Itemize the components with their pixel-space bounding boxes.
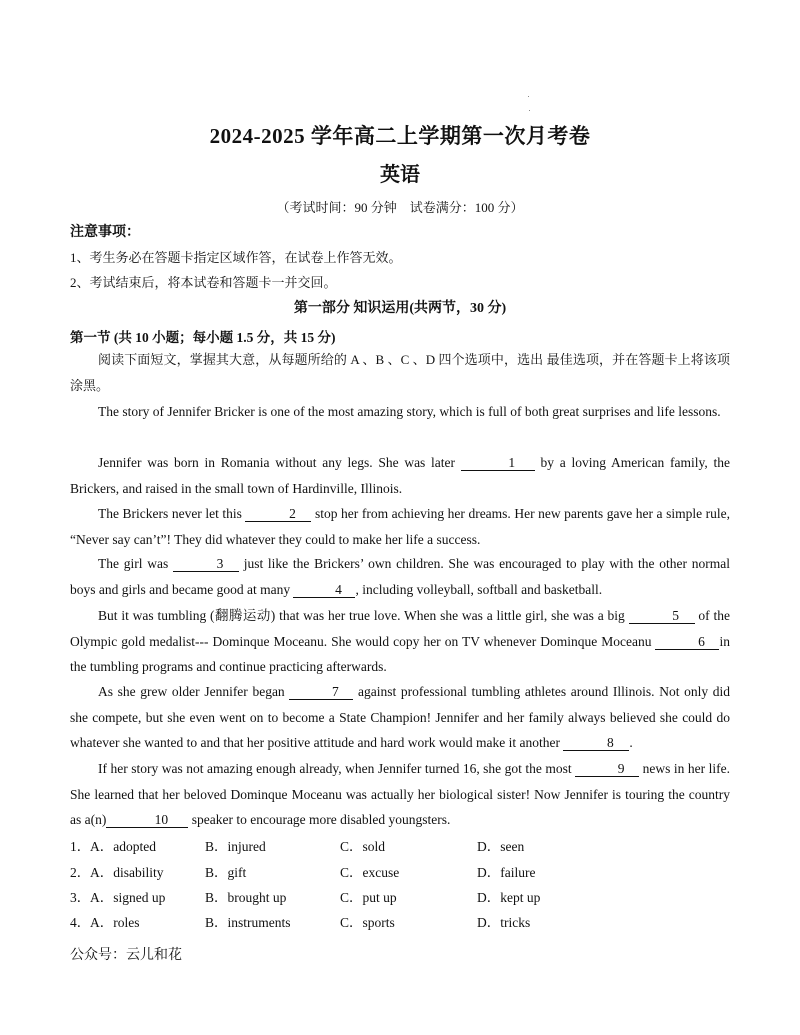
option-c: C．put up xyxy=(340,890,397,905)
scan-dot xyxy=(528,96,529,97)
option-d: D．failure xyxy=(477,865,536,880)
answer-blank: 4 xyxy=(293,582,355,598)
option-a: A．signed up xyxy=(90,890,166,905)
section-instructions: 阅读下面短文，掌握其大意，从每题所给的 A 、B 、C 、D 四个选项中，选出 最佳选项，并在答题卡上将该项涂黑。 xyxy=(70,352,730,393)
passage-paragraph: The girl was 3 just like the Brickers’ own children. She was encouraged to play with the other normal boys and girls and became good at many 4 , including volleyball, softball and basketball. xyxy=(70,556,731,597)
option-d: D．kept up xyxy=(477,890,541,905)
option-b: B．brought up xyxy=(205,890,287,905)
answer-blank: 10 xyxy=(106,812,188,828)
option-a: A．adopted xyxy=(90,839,156,854)
question-number: 2． xyxy=(70,865,91,880)
option-a: A．disability xyxy=(90,865,164,880)
scan-dot xyxy=(529,110,530,111)
passage-paragraph: The Brickers never let this 2 stop her from achieving her dreams. Her new parents gave her a simple rule, “Never say can’t”! They did whatever they could to make her life a success. xyxy=(70,506,730,547)
answer-blank: 3 xyxy=(173,556,239,572)
subject-title: 英语 xyxy=(380,164,420,186)
option-d: D．seen xyxy=(477,839,525,854)
question-number: 1． xyxy=(70,839,91,854)
passage-paragraph: As she grew older Jennifer began 7 against professional tumbling athletes around Illinois. Not only did she compete, but she even went on to become a State Champion! Jennifer and her family always believed she could do whatever she wanted to and that her positive attitude and hard work would make it another 8 . xyxy=(70,684,731,750)
answer-blank: 7 xyxy=(289,684,353,700)
notice-heading: 注意事项： xyxy=(70,225,140,240)
question-number: 3． xyxy=(70,890,91,905)
option-c: C．excuse xyxy=(340,865,400,880)
option-a: A．roles xyxy=(90,915,140,930)
notice-item: 2、考试结束后，将本试卷和答题卡一并交回。 xyxy=(70,275,337,290)
answer-blank: 8 xyxy=(563,735,629,751)
answer-blank: 2 xyxy=(245,506,311,522)
answer-blank: 9 xyxy=(575,761,639,777)
option-b: B．instruments xyxy=(205,915,291,930)
option-c: C．sold xyxy=(340,839,386,854)
passage-paragraph: But it was tumbling (翻腾运动) that was her true love. When she was a little girl, she was a big 5 of the Olympic gold medalist--- Dominque Moceanu. She would copy her on TV whenever Dominque Moceanu 6 in the tumbling programs and continue practicing afterwards. xyxy=(70,608,730,674)
answer-blank: 6 xyxy=(655,634,719,650)
passage-paragraph: If her story was not amazing enough already, when Jennifer turned 16, she got the most 9 news in her life. She learned that her beloved Dominque Moceanu was actually her biological sister! Now Jennifer is touring the country as a(n) 10 speaker to encourage more disabled youngsters. xyxy=(70,761,730,827)
question-number: 4． xyxy=(70,915,91,930)
footer-wechat-account: 公众号：云儿和花 xyxy=(70,947,182,963)
answer-blank: 5 xyxy=(629,608,695,624)
option-d: D．tricks xyxy=(477,915,531,930)
part-heading: 第一部分 知识运用(共两节，30 分) xyxy=(293,301,507,316)
notice-item: 1、考生务必在答题卡指定区域作答，在试卷上作答无效。 xyxy=(70,250,402,265)
answer-blank: 1 xyxy=(461,455,535,471)
section-heading: 第一节 (共 10 小题；每小题 1.5 分，共 15 分) xyxy=(70,330,336,345)
option-c: C．sports xyxy=(340,915,395,930)
option-b: B．injured xyxy=(205,839,266,854)
option-b: B．gift xyxy=(205,865,247,880)
exam-title: 2024-2025 学年高二上学期第一次月考卷 xyxy=(209,124,591,148)
passage-paragraph: The story of Jennifer Bricker is one of the most amazing story, which is full of both great surprises and life lessons. xyxy=(98,404,721,419)
exam-info: （考试时间：90 分钟 试卷满分：100 分） xyxy=(276,200,524,215)
passage-paragraph: Jennifer was born in Romania without any legs. She was later 1 by a loving American family, the Brickers, and raised in the small town of Hardinville, Illinois. xyxy=(70,455,730,496)
